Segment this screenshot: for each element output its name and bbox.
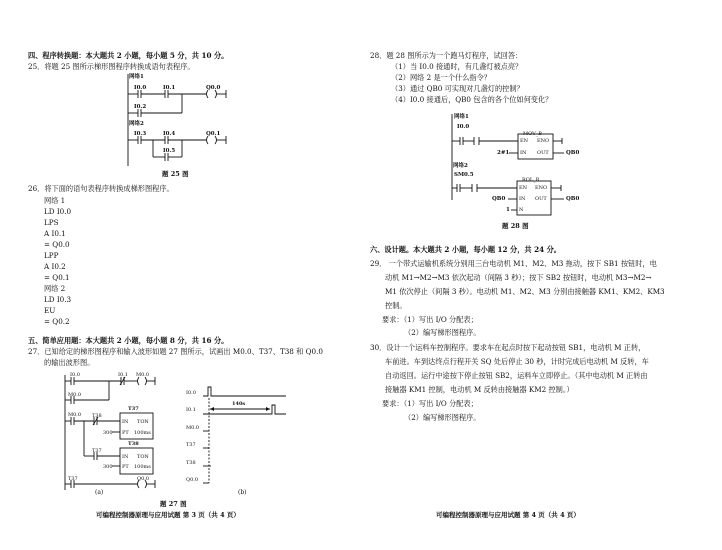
stl-line: A I0.2	[44, 262, 66, 271]
timer-pin: IN	[122, 419, 129, 425]
box-output-value: QB0	[566, 150, 580, 156]
signal-label: T37	[186, 442, 196, 448]
timer-type: TON	[137, 419, 149, 425]
network2-label: 网络2	[453, 163, 468, 169]
contact-label: I0.3	[134, 131, 147, 137]
timer-pin: PT	[122, 464, 129, 470]
contact-label: I0.0	[134, 85, 147, 91]
stl-line: = Q0.0	[44, 240, 70, 249]
q29-line: 动机 M1→M2→M3 依次起动（间隔 3 秒）；按下 SB2 按钮时，电动机 M3→M2→	[385, 273, 652, 282]
contact-label: I0.1	[163, 85, 176, 91]
box-name: MOV_B	[523, 131, 542, 137]
signal-label: I0.1	[186, 407, 196, 413]
page3-footer: 可编程控制器原理与应用试题 第 3 页（共 4 页）	[96, 511, 240, 519]
signal-label: Q0.0	[186, 477, 199, 483]
q28-sub-3: （3）通过 QB0 可实现对几盏灯的控制？	[391, 84, 524, 93]
stl-line: A I0.1	[44, 229, 66, 238]
timer-name: T38	[128, 441, 139, 447]
stl-line: LPS	[44, 218, 59, 227]
box-pin: IN	[519, 196, 526, 202]
page4-footer: 可编程控制器原理与应用试题 第 4 页（共 4 页）	[436, 511, 580, 519]
q27-text-line1: 27．已知给定的梯形图程序和输入波形如题 27 图所示，试画出 M0.0、T37、T38 和 Q0.0	[28, 347, 323, 356]
q30-line: 30．设计一个运料车控制程序。要求车在起点时按下起动按钮 SB1，电动机 M 正转，	[370, 343, 646, 352]
box-pin: N	[519, 207, 524, 213]
contact-label: I0.4	[163, 131, 176, 137]
contact-label: I0.1	[118, 372, 128, 378]
timer-base: 100ms	[134, 430, 151, 436]
box-name: ROL_B	[522, 177, 540, 183]
q29-line: M1 依次停止（间隔 3 秒）。电动机 M1、M2、M3 分别由接触器 KM1、KM2、KM3	[385, 287, 665, 296]
q28-sub-2: （2）网络 2 是一个什么指令？	[391, 73, 491, 82]
q26-text: 26．将下面的语句表程序转换成梯形图程序。	[28, 184, 174, 193]
stl-line: 网络 1	[44, 196, 66, 205]
box-pin: ENO	[537, 138, 550, 144]
q30-line: 车前进。车到达终点行程开关 SQ 处后停止 30 秒，计时完成后电动机 M 反转，车	[385, 357, 649, 366]
contact-label: I0.5	[163, 148, 176, 154]
timer-preset: 300	[103, 430, 113, 436]
network1-label: 网络1	[129, 74, 144, 80]
signal-label: T38	[186, 460, 196, 466]
q29-req2: （2）编写梯形图程序。	[404, 328, 481, 337]
box-output-value: QB0	[566, 196, 580, 202]
stl-line: LD I0.0	[44, 207, 72, 216]
stl-line: 网络 2	[44, 284, 66, 293]
contact-label: M0.0	[68, 392, 82, 398]
exam-page-4	[361, 0, 722, 550]
q30-line: 接触器 KM1 控制，电动机 M 反转由接触器 KM2 控制。）	[385, 385, 574, 394]
q25-text: 25．将题 25 图所示梯形图程序转换成语句表程序。	[28, 62, 195, 71]
box-pin: EN	[520, 138, 529, 144]
signal-label: M0.0	[186, 425, 200, 431]
section6-heading-prefix: 六、设计题。	[370, 245, 414, 254]
stl-line: EU	[44, 306, 56, 315]
box-pin: IN	[520, 150, 527, 156]
contact-label: T38	[92, 413, 102, 419]
coil-label: Q0.1	[206, 131, 221, 137]
q29-line: 29． 一个带式运输机系统分别用三台电动机 M1、M2、M3 拖动，按下 SB1 按钮时，电	[370, 259, 657, 268]
network1-label: 网络1	[454, 114, 469, 120]
contact-label: SM0.5	[454, 172, 474, 178]
q29-req1: 要求：（1）写出 I/O 分配表；	[382, 315, 478, 324]
box-pin: OUT	[535, 196, 547, 202]
contact-label: T37	[92, 448, 102, 454]
contact-label: I0.0	[70, 372, 80, 378]
contact-label: I0.0	[457, 124, 470, 130]
coil-label: M0.0	[136, 372, 150, 378]
section6-heading-detail: 本大题共 2 小题，每小题 12 分，共 24 分。	[413, 245, 561, 254]
signal-label: I0.0	[186, 390, 196, 396]
stl-line: LD I0.3	[44, 295, 72, 304]
timer-preset: 300	[103, 464, 113, 470]
figure-27b-label: (b)	[238, 489, 247, 496]
q30-req2: （2）编写梯形图程序。	[404, 413, 481, 422]
q28-sub-1: （1）当 I0.0 接通时，有几盏灯被点亮？	[391, 62, 523, 71]
figure-25-caption: 题 25 图	[162, 170, 189, 178]
contact-label: T37	[68, 476, 78, 482]
timer-name: T37	[128, 406, 139, 412]
box-pin: OUT	[537, 150, 549, 156]
figure-27-caption: 题 27 图	[160, 500, 187, 508]
box-n-value: 1	[506, 207, 510, 213]
network2-label: 网络2	[129, 121, 144, 127]
timer-pin: PT	[122, 430, 129, 436]
q29-line: 控制。	[385, 301, 407, 310]
timer-pin: IN	[122, 454, 129, 460]
timer-type: TON	[137, 454, 149, 460]
box-pin: EN	[519, 185, 528, 191]
stl-line: = Q0.2	[44, 317, 70, 326]
stl-line: = Q0.1	[44, 273, 70, 282]
section4-heading: 四、程序转换题：本大题共 2 小题，每小题 5 分，共 10 分。	[28, 51, 229, 60]
box-input-value: QB0	[492, 196, 506, 202]
figure-28-caption: 题 28 图	[502, 222, 529, 230]
section6-heading	[370, 245, 561, 254]
coil-label: Q0.0	[137, 476, 150, 482]
q30-line: 自动返回。运行中途按下停止按钮 SB2，运料车立即停止。（其中电动机 M 正转由	[385, 371, 648, 380]
box-input-value: 2#1	[497, 150, 510, 156]
contact-label: I0.2	[134, 104, 147, 110]
box-pin: ENO	[535, 185, 548, 191]
contact-label: M0.0	[68, 412, 82, 418]
q27-text-line2: 的输出波形图。	[44, 358, 95, 367]
coil-label: Q0.0	[206, 85, 221, 91]
q28-text: 28．题 28 图所示为一个跑马灯程序，试回答：	[370, 51, 523, 60]
section5-heading: 五、简单应用题：本大题共 2 小题，每小题 8 分，共 16 分。	[28, 336, 229, 345]
figure-27a-label: (a)	[95, 489, 104, 496]
stl-line: LPP	[44, 251, 59, 260]
q28-sub-4: （4）I0.0 接通后，QB0 包含的各个位如何变化？	[391, 95, 553, 104]
interval-label: 140s	[232, 401, 246, 407]
timer-base: 100ms	[134, 464, 151, 470]
q30-req1: 要求：（1）写出 I/O 分配表；	[382, 399, 478, 408]
